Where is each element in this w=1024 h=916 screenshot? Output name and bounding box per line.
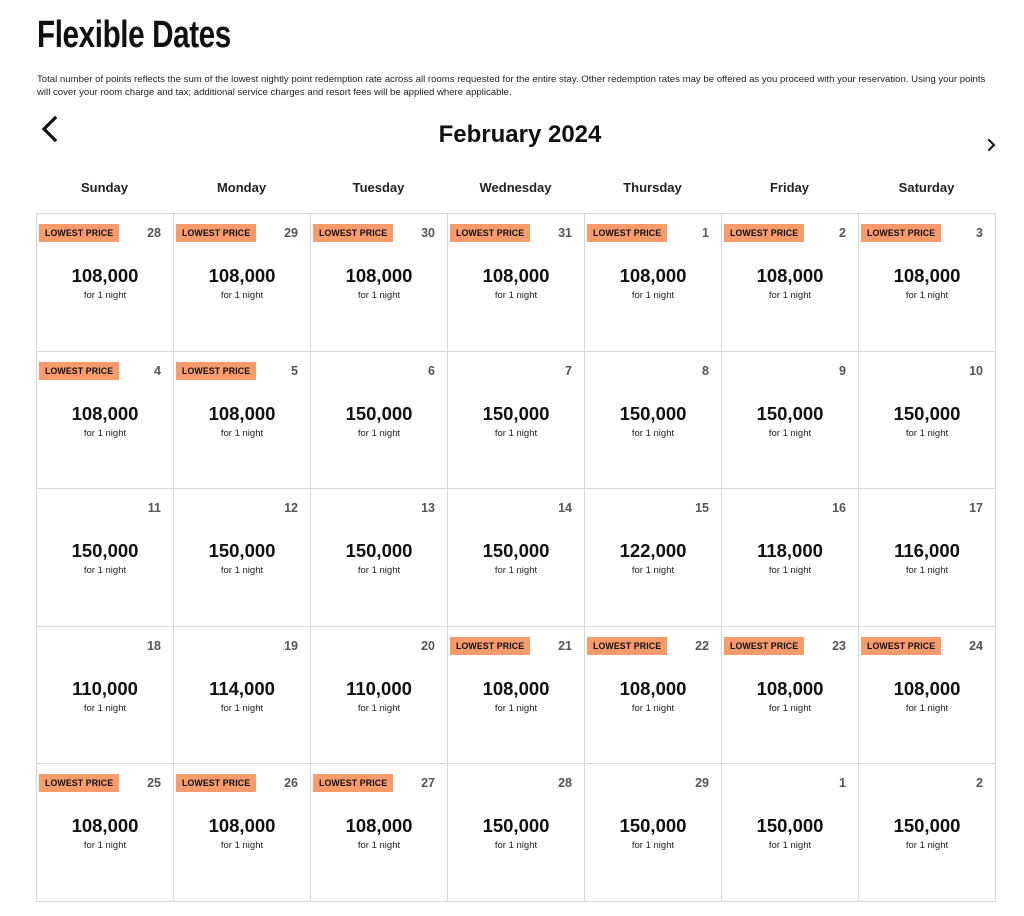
day-number: 23 xyxy=(832,638,846,653)
lowest-price-badge: LOWEST PRICE xyxy=(861,637,941,655)
day-number: 29 xyxy=(284,226,298,240)
points-value: 110,000 xyxy=(346,677,412,699)
calendar-day-cell[interactable] xyxy=(859,214,996,352)
weekday-label: Saturday xyxy=(898,180,955,195)
calendar-day-cell[interactable] xyxy=(174,627,311,765)
points-value: 108,000 xyxy=(208,402,276,424)
day-number: 11 xyxy=(147,501,161,516)
calendar-day-cell[interactable] xyxy=(174,489,311,627)
calendar-day-cell[interactable] xyxy=(37,764,174,902)
points-value: 150,000 xyxy=(482,540,550,562)
nights-label: for 1 night xyxy=(905,702,949,714)
previous-month-button[interactable] xyxy=(34,112,64,146)
day-number: 10 xyxy=(969,363,983,378)
day-number: 9 xyxy=(839,363,846,378)
lowest-price-badge: LOWEST PRICE xyxy=(450,637,530,655)
points-value: 150,000 xyxy=(756,402,824,424)
day-number: 20 xyxy=(421,638,435,653)
points-value: 150,000 xyxy=(208,540,276,562)
points-value: 108,000 xyxy=(345,265,413,286)
nights-label: for 1 night xyxy=(83,840,127,852)
day-number: 17 xyxy=(969,501,983,516)
nights-label: for 1 night xyxy=(631,290,675,301)
calendar-day-cell[interactable] xyxy=(859,627,996,765)
nights-label: for 1 night xyxy=(83,290,127,301)
points-value: 150,000 xyxy=(619,815,687,837)
page-title: Flexible Dates xyxy=(37,14,231,56)
nights-label: for 1 night xyxy=(357,565,401,577)
day-number: 7 xyxy=(565,363,572,378)
points-value: 114,000 xyxy=(209,677,275,699)
lowest-price-badge: LOWEST PRICE xyxy=(176,224,256,242)
day-number: 3 xyxy=(976,226,983,240)
calendar-day-cell[interactable] xyxy=(722,764,859,902)
weekday-label: Sunday xyxy=(81,180,128,195)
nights-label: for 1 night xyxy=(631,840,675,852)
nights-label: for 1 night xyxy=(220,565,264,577)
nights-label: for 1 night xyxy=(357,427,401,439)
points-value: 108,000 xyxy=(756,265,824,286)
lowest-price-badge: LOWEST PRICE xyxy=(39,774,119,792)
day-number: 25 xyxy=(147,776,161,791)
day-number: 1 xyxy=(702,226,709,240)
lowest-price-badge: LOWEST PRICE xyxy=(39,224,119,242)
points-value: 108,000 xyxy=(482,265,550,286)
points-disclaimer: Total number of points reflects the sum of the lowest nightly point redemption rate across all rooms requested for the entire stay. Other redemption rates may be offered as you proceed with your reservation. Using your points will cover your room charge and tax; additional service charges and resort fees will be applied where applicable. xyxy=(37,74,986,98)
calendar-day-cell[interactable] xyxy=(859,352,996,490)
calendar-day-cell[interactable] xyxy=(585,764,722,902)
nights-label: for 1 night xyxy=(83,427,127,439)
points-value: 108,000 xyxy=(71,402,139,424)
nights-label: for 1 night xyxy=(768,565,812,577)
calendar-day-cell[interactable] xyxy=(311,214,448,352)
nights-label: for 1 night xyxy=(220,427,264,439)
day-number: 16 xyxy=(832,501,846,516)
points-value: 108,000 xyxy=(619,677,687,699)
nights-label: for 1 night xyxy=(220,840,264,852)
chevron-right-icon xyxy=(987,138,997,152)
lowest-price-badge: LOWEST PRICE xyxy=(587,224,667,242)
calendar-day-cell[interactable] xyxy=(585,214,722,352)
chevron-left-icon xyxy=(38,115,60,143)
month-title: February 2024 xyxy=(438,121,602,148)
calendar-day-cell[interactable] xyxy=(311,764,448,902)
points-value: 108,000 xyxy=(345,815,413,837)
calendar-day-cell[interactable] xyxy=(722,214,859,352)
day-number: 2 xyxy=(839,226,846,240)
day-number: 12 xyxy=(284,501,298,516)
next-month-button[interactable] xyxy=(982,134,1002,156)
day-number: 29 xyxy=(695,776,709,791)
points-value: 150,000 xyxy=(893,815,961,837)
points-value: 150,000 xyxy=(482,402,550,424)
calendar-day-cell[interactable] xyxy=(722,627,859,765)
day-number: 1 xyxy=(839,776,846,791)
lowest-price-badge: LOWEST PRICE xyxy=(313,224,393,242)
points-value: 150,000 xyxy=(345,540,413,562)
day-number: 18 xyxy=(147,638,161,653)
lowest-price-badge: LOWEST PRICE xyxy=(176,774,256,792)
nights-label: for 1 night xyxy=(631,427,675,439)
nights-label: for 1 night xyxy=(357,840,401,852)
nights-label: for 1 night xyxy=(768,427,812,439)
calendar-day-cell[interactable] xyxy=(37,489,174,627)
day-number: 31 xyxy=(558,226,572,240)
day-number: 4 xyxy=(154,363,161,378)
day-number: 30 xyxy=(421,226,435,240)
nights-label: for 1 night xyxy=(494,427,538,439)
points-value: 116,000 xyxy=(894,540,960,562)
calendar-day-cell[interactable] xyxy=(722,489,859,627)
calendar-day-cell[interactable] xyxy=(174,352,311,490)
points-value: 150,000 xyxy=(345,402,413,424)
calendar-day-cell[interactable] xyxy=(448,489,585,627)
day-number: 21 xyxy=(558,638,572,653)
calendar-day-cell[interactable] xyxy=(174,214,311,352)
nights-label: for 1 night xyxy=(357,702,401,714)
calendar-day-cell[interactable] xyxy=(859,489,996,627)
lowest-price-badge: LOWEST PRICE xyxy=(587,637,667,655)
points-value: 150,000 xyxy=(482,815,550,837)
nights-label: for 1 night xyxy=(494,565,538,577)
weekday-label: Friday xyxy=(769,180,809,195)
calendar-day-cell[interactable] xyxy=(448,627,585,765)
nights-label: for 1 night xyxy=(83,702,127,714)
nights-label: for 1 night xyxy=(220,702,264,714)
points-value: 150,000 xyxy=(71,540,139,562)
calendar-day-cell[interactable] xyxy=(311,489,448,627)
nights-label: for 1 night xyxy=(494,840,538,852)
nights-label: for 1 night xyxy=(768,840,812,852)
weekday-header xyxy=(36,180,996,195)
nights-label: for 1 night xyxy=(768,290,812,301)
calendar-day-cell[interactable] xyxy=(859,764,996,902)
day-number: 2 xyxy=(976,776,983,791)
points-value: 150,000 xyxy=(619,402,687,424)
calendar-day-cell[interactable] xyxy=(448,214,585,352)
points-value: 108,000 xyxy=(619,265,687,286)
day-number: 5 xyxy=(291,363,298,378)
calendar-day-cell[interactable] xyxy=(174,764,311,902)
day-number: 6 xyxy=(428,363,435,378)
day-number: 14 xyxy=(558,501,572,516)
nights-label: for 1 night xyxy=(631,702,675,714)
points-value: 108,000 xyxy=(893,265,961,286)
nights-label: for 1 night xyxy=(494,702,538,714)
points-value: 108,000 xyxy=(482,677,550,699)
lowest-price-badge: LOWEST PRICE xyxy=(724,637,804,655)
calendar-day-cell[interactable] xyxy=(37,214,174,352)
points-value: 122,000 xyxy=(619,540,687,562)
points-value: 108,000 xyxy=(208,265,276,286)
nights-label: for 1 night xyxy=(905,290,949,301)
calendar-day-cell[interactable] xyxy=(37,352,174,490)
points-value: 108,000 xyxy=(208,815,276,837)
day-number: 22 xyxy=(695,638,709,653)
points-value: 150,000 xyxy=(756,815,824,837)
calendar-day-cell[interactable] xyxy=(311,352,448,490)
calendar-grid xyxy=(36,213,996,902)
nights-label: for 1 night xyxy=(494,290,538,301)
weekday-label: Wednesday xyxy=(479,180,552,195)
lowest-price-badge: LOWEST PRICE xyxy=(724,224,804,242)
calendar-day-cell[interactable] xyxy=(722,352,859,490)
nights-label: for 1 night xyxy=(220,290,264,301)
lowest-price-badge: LOWEST PRICE xyxy=(861,224,941,242)
points-value: 150,000 xyxy=(893,402,961,424)
points-value: 118,000 xyxy=(757,540,823,562)
nights-label: for 1 night xyxy=(905,565,949,577)
points-value: 108,000 xyxy=(756,677,824,699)
points-value: 108,000 xyxy=(893,677,961,699)
lowest-price-badge: LOWEST PRICE xyxy=(313,774,393,792)
points-value: 110,000 xyxy=(72,677,138,699)
day-number: 8 xyxy=(702,363,709,378)
day-number: 15 xyxy=(695,501,709,516)
day-number: 28 xyxy=(558,776,572,791)
calendar-day-cell[interactable] xyxy=(585,489,722,627)
nights-label: for 1 night xyxy=(631,565,675,577)
calendar-day-cell[interactable] xyxy=(585,627,722,765)
day-number: 27 xyxy=(421,776,435,791)
day-number: 28 xyxy=(147,226,161,240)
weekday-label: Thursday xyxy=(623,180,682,195)
nights-label: for 1 night xyxy=(768,702,812,714)
nights-label: for 1 night xyxy=(905,840,949,852)
points-value: 108,000 xyxy=(71,265,139,286)
calendar-day-cell[interactable] xyxy=(585,352,722,490)
lowest-price-badge: LOWEST PRICE xyxy=(39,362,119,380)
day-number: 19 xyxy=(284,638,298,653)
calendar-day-cell[interactable] xyxy=(448,352,585,490)
lowest-price-badge: LOWEST PRICE xyxy=(450,224,530,242)
weekday-label: Tuesday xyxy=(352,180,405,195)
weekday-label: Monday xyxy=(216,180,267,195)
calendar-day-cell[interactable] xyxy=(37,627,174,765)
points-value: 108,000 xyxy=(71,815,139,837)
calendar-day-cell[interactable] xyxy=(311,627,448,765)
nights-label: for 1 night xyxy=(83,565,127,577)
day-number: 24 xyxy=(969,638,983,653)
nights-label: for 1 night xyxy=(357,290,401,301)
calendar-day-cell[interactable] xyxy=(448,764,585,902)
nights-label: for 1 night xyxy=(905,427,949,439)
day-number: 13 xyxy=(421,501,435,516)
lowest-price-badge: LOWEST PRICE xyxy=(176,362,256,380)
day-number: 26 xyxy=(284,776,298,791)
